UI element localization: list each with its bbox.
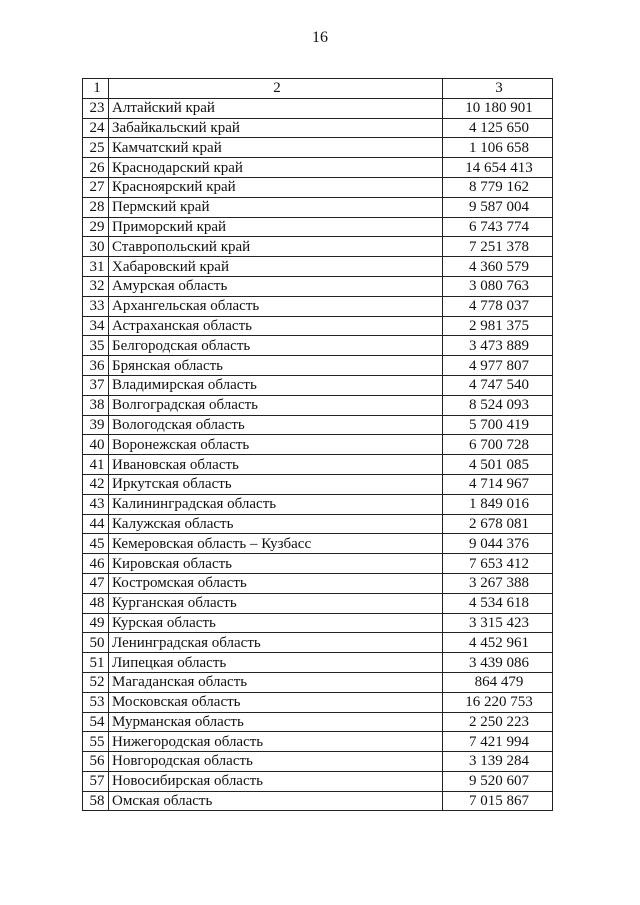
row-number-cell: 28 xyxy=(83,197,109,217)
region-value-cell: 7 653 412 xyxy=(443,554,553,574)
region-value-cell: 3 473 889 xyxy=(443,336,553,356)
row-number-cell: 26 xyxy=(83,158,109,178)
table-row xyxy=(83,197,553,217)
row-number-cell: 57 xyxy=(83,771,109,791)
row-number-cell: 29 xyxy=(83,217,109,237)
row-number-cell: 27 xyxy=(83,177,109,197)
row-number-cell: 33 xyxy=(83,296,109,316)
region-value-cell: 9 044 376 xyxy=(443,534,553,554)
region-name-cell: Липецкая область xyxy=(109,653,443,673)
table-row xyxy=(83,217,553,237)
region-name-cell: Курская область xyxy=(109,613,443,633)
region-name-cell: Костромская область xyxy=(109,573,443,593)
region-value-cell: 2 250 223 xyxy=(443,712,553,732)
region-value-cell: 9 587 004 xyxy=(443,197,553,217)
row-number-cell: 46 xyxy=(83,554,109,574)
table-row xyxy=(83,118,553,138)
row-number-cell: 45 xyxy=(83,534,109,554)
row-number-cell: 54 xyxy=(83,712,109,732)
row-number-cell: 35 xyxy=(83,336,109,356)
table-row xyxy=(83,534,553,554)
region-name-cell: Владимирская область xyxy=(109,375,443,395)
region-name-cell: Кировская область xyxy=(109,554,443,574)
region-value-cell: 7 251 378 xyxy=(443,237,553,257)
region-name-cell: Астраханская область xyxy=(109,316,443,336)
row-number-cell: 37 xyxy=(83,375,109,395)
row-number-cell: 30 xyxy=(83,237,109,257)
table-header-row xyxy=(83,79,553,99)
region-name-cell: Ставропольский край xyxy=(109,237,443,257)
row-number-cell: 36 xyxy=(83,356,109,376)
region-value-cell: 5 700 419 xyxy=(443,415,553,435)
table-row xyxy=(83,554,553,574)
row-number-cell: 56 xyxy=(83,752,109,772)
region-value-cell: 4 778 037 xyxy=(443,296,553,316)
region-value-cell: 4 747 540 xyxy=(443,375,553,395)
region-name-cell: Амурская область xyxy=(109,276,443,296)
row-number-cell: 51 xyxy=(83,653,109,673)
table-row xyxy=(83,692,553,712)
region-name-cell: Новосибирская область xyxy=(109,771,443,791)
region-value-cell: 9 520 607 xyxy=(443,771,553,791)
region-value-cell: 4 360 579 xyxy=(443,257,553,277)
region-name-cell: Красноярский край xyxy=(109,177,443,197)
region-name-cell: Приморский край xyxy=(109,217,443,237)
table-row xyxy=(83,336,553,356)
region-name-cell: Алтайский край xyxy=(109,98,443,118)
region-name-cell: Иркутская область xyxy=(109,474,443,494)
table-row xyxy=(83,177,553,197)
row-number-cell: 32 xyxy=(83,276,109,296)
region-value-cell: 2 981 375 xyxy=(443,316,553,336)
table-row xyxy=(83,375,553,395)
region-name-cell: Московская область xyxy=(109,692,443,712)
region-name-cell: Архангельская область xyxy=(109,296,443,316)
table-row xyxy=(83,752,553,772)
row-number-cell: 49 xyxy=(83,613,109,633)
region-value-cell: 4 125 650 xyxy=(443,118,553,138)
row-number-cell: 47 xyxy=(83,573,109,593)
region-value-cell: 4 501 085 xyxy=(443,455,553,475)
row-number-cell: 23 xyxy=(83,98,109,118)
table-row xyxy=(83,455,553,475)
table-row xyxy=(83,791,553,811)
table-row xyxy=(83,771,553,791)
region-value-cell: 6 743 774 xyxy=(443,217,553,237)
region-name-cell: Хабаровский край xyxy=(109,257,443,277)
region-value-cell: 7 015 867 xyxy=(443,791,553,811)
page-number: 16 xyxy=(312,29,328,46)
region-value-cell: 4 977 807 xyxy=(443,356,553,376)
region-value-cell: 16 220 753 xyxy=(443,692,553,712)
region-value-cell: 4 534 618 xyxy=(443,593,553,613)
table-row xyxy=(83,98,553,118)
row-number-cell: 40 xyxy=(83,435,109,455)
region-name-cell: Калужская область xyxy=(109,514,443,534)
region-name-cell: Калининградская область xyxy=(109,494,443,514)
region-value-cell: 14 654 413 xyxy=(443,158,553,178)
table-row xyxy=(83,138,553,158)
row-number-cell: 42 xyxy=(83,474,109,494)
region-name-cell: Белгородская область xyxy=(109,336,443,356)
table-row xyxy=(83,395,553,415)
table-row xyxy=(83,316,553,336)
region-value-cell: 3 439 086 xyxy=(443,653,553,673)
region-value-cell: 8 779 162 xyxy=(443,177,553,197)
table-body xyxy=(83,98,553,811)
region-name-cell: Волгоградская область xyxy=(109,395,443,415)
region-name-cell: Вологодская область xyxy=(109,415,443,435)
row-number-cell: 34 xyxy=(83,316,109,336)
region-name-cell: Брянская область xyxy=(109,356,443,376)
row-number-cell: 39 xyxy=(83,415,109,435)
table-row xyxy=(83,712,553,732)
region-name-cell: Нижегородская область xyxy=(109,732,443,752)
region-value-cell: 2 678 081 xyxy=(443,514,553,534)
column-header-region: 2 xyxy=(109,79,443,99)
row-number-cell: 52 xyxy=(83,672,109,692)
region-value-cell: 3 139 284 xyxy=(443,752,553,772)
table-row xyxy=(83,158,553,178)
table-row xyxy=(83,494,553,514)
table-row xyxy=(83,474,553,494)
table-row xyxy=(83,653,553,673)
table-row xyxy=(83,296,553,316)
region-name-cell: Камчатский край xyxy=(109,138,443,158)
row-number-cell: 55 xyxy=(83,732,109,752)
table-row xyxy=(83,672,553,692)
region-value-cell: 3 315 423 xyxy=(443,613,553,633)
row-number-cell: 41 xyxy=(83,455,109,475)
region-value-cell: 3 080 763 xyxy=(443,276,553,296)
region-value-cell: 1 849 016 xyxy=(443,494,553,514)
region-value-cell: 4 452 961 xyxy=(443,633,553,653)
regions-table xyxy=(82,78,553,811)
table-row xyxy=(83,613,553,633)
table-row xyxy=(83,633,553,653)
region-name-cell: Мурманская область xyxy=(109,712,443,732)
table-row xyxy=(83,732,553,752)
region-value-cell: 10 180 901 xyxy=(443,98,553,118)
table-row xyxy=(83,415,553,435)
table-row xyxy=(83,237,553,257)
row-number-cell: 24 xyxy=(83,118,109,138)
region-value-cell: 7 421 994 xyxy=(443,732,553,752)
region-value-cell: 864 479 xyxy=(443,672,553,692)
region-name-cell: Пермский край xyxy=(109,197,443,217)
table-row xyxy=(83,573,553,593)
table-row xyxy=(83,257,553,277)
table-row xyxy=(83,276,553,296)
row-number-cell: 53 xyxy=(83,692,109,712)
region-name-cell: Воронежская область xyxy=(109,435,443,455)
row-number-cell: 48 xyxy=(83,593,109,613)
table-row xyxy=(83,514,553,534)
row-number-cell: 31 xyxy=(83,257,109,277)
region-value-cell: 1 106 658 xyxy=(443,138,553,158)
row-number-cell: 43 xyxy=(83,494,109,514)
region-value-cell: 3 267 388 xyxy=(443,573,553,593)
region-name-cell: Кемеровская область – Кузбасс xyxy=(109,534,443,554)
row-number-cell: 50 xyxy=(83,633,109,653)
region-name-cell: Курганская область xyxy=(109,593,443,613)
region-name-cell: Краснодарский край xyxy=(109,158,443,178)
table-row xyxy=(83,356,553,376)
region-name-cell: Забайкальский край xyxy=(109,118,443,138)
region-name-cell: Ленинградская область xyxy=(109,633,443,653)
column-header-value: 3 xyxy=(443,79,553,99)
row-number-cell: 38 xyxy=(83,395,109,415)
region-name-cell: Ивановская область xyxy=(109,455,443,475)
region-name-cell: Омская область xyxy=(109,791,443,811)
table-row xyxy=(83,593,553,613)
column-header-number: 1 xyxy=(83,79,109,99)
row-number-cell: 44 xyxy=(83,514,109,534)
row-number-cell: 58 xyxy=(83,791,109,811)
row-number-cell: 25 xyxy=(83,138,109,158)
region-value-cell: 6 700 728 xyxy=(443,435,553,455)
region-name-cell: Магаданская область xyxy=(109,672,443,692)
region-value-cell: 4 714 967 xyxy=(443,474,553,494)
table-row xyxy=(83,435,553,455)
region-value-cell: 8 524 093 xyxy=(443,395,553,415)
region-name-cell: Новгородская область xyxy=(109,752,443,772)
